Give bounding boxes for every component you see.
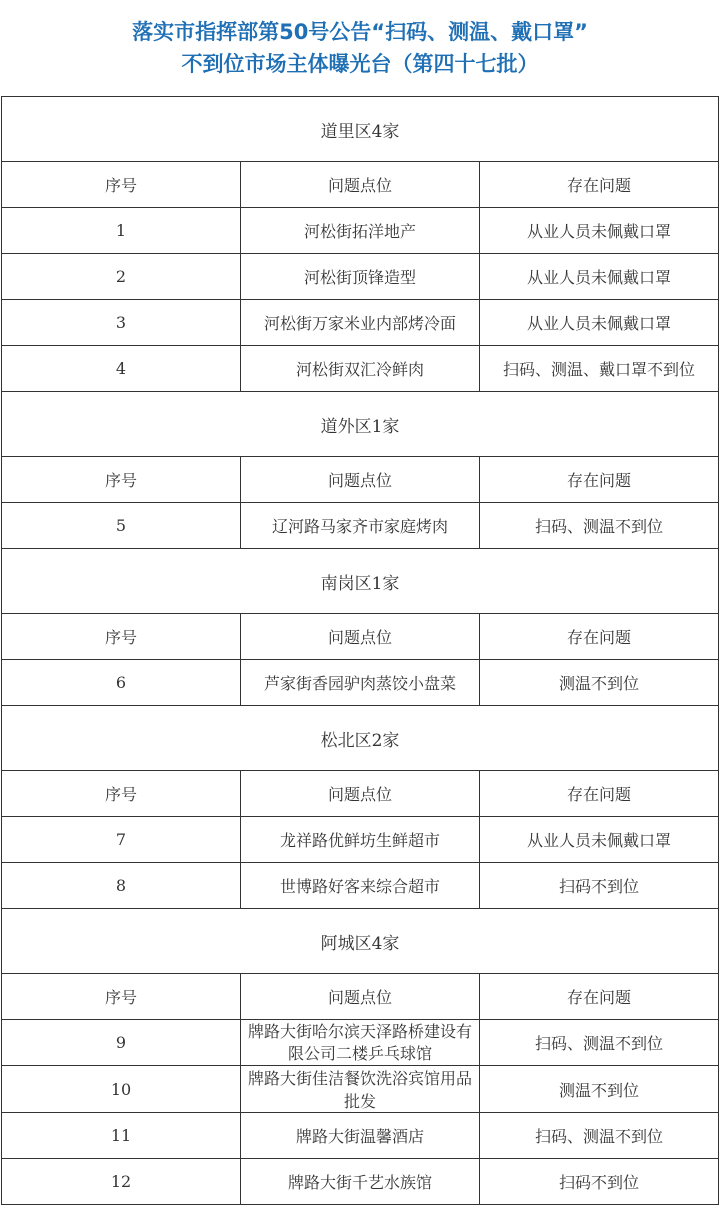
district-header-row [2,97,719,162]
cell-issue: 从业人员未佩戴口罩 [480,254,719,300]
cell-location: 世博路好客来综合超市 [241,863,480,909]
cell-issue: 扫码、测温不到位 [480,503,719,549]
district-title: 松北区2家 [2,706,719,771]
cell-num: 11 [2,1113,241,1159]
header-num: 序号 [2,771,241,817]
district-header-row [2,392,719,457]
title-line-2: 不到位市场主体曝光台（第四十七批） [181,52,539,76]
cell-location: 牌路大街温馨酒店 [241,1113,480,1159]
exposure-table [1,96,719,1205]
cell-location: 牌路大街千艺水族馆 [241,1159,480,1205]
table-row [2,503,719,549]
table-row [2,1020,719,1066]
table-row [2,300,719,346]
header-location: 问题点位 [241,614,480,660]
cell-issue: 测温不到位 [480,1066,719,1113]
header-location: 问题点位 [241,162,480,208]
cell-num: 10 [2,1066,241,1113]
cell-issue: 从业人员未佩戴口罩 [480,208,719,254]
cell-issue: 扫码不到位 [480,1159,719,1205]
cell-num: 8 [2,863,241,909]
table-row [2,1159,719,1205]
cell-num: 9 [2,1020,241,1066]
page-title [0,0,720,96]
cell-location: 河松街拓洋地产 [241,208,480,254]
cell-num: 6 [2,660,241,706]
cell-num: 3 [2,300,241,346]
cell-issue: 测温不到位 [480,660,719,706]
cell-location: 牌路大街佳洁餐饮洗浴宾馆用品批发 [241,1066,480,1113]
column-header-row [2,614,719,660]
header-num: 序号 [2,974,241,1020]
cell-num: 5 [2,503,241,549]
table-row [2,817,719,863]
header-issue: 存在问题 [480,614,719,660]
header-location: 问题点位 [241,974,480,1020]
district-header-row [2,909,719,974]
cell-issue: 从业人员未佩戴口罩 [480,817,719,863]
cell-location: 河松街万家米业内部烤冷面 [241,300,480,346]
column-header-row [2,771,719,817]
header-issue: 存在问题 [480,771,719,817]
header-num: 序号 [2,162,241,208]
district-title: 阿城区4家 [2,909,719,974]
header-issue: 存在问题 [480,162,719,208]
district-title: 道外区1家 [2,392,719,457]
cell-location: 芦家街香园驴肉蒸饺小盘菜 [241,660,480,706]
header-num: 序号 [2,457,241,503]
cell-issue: 扫码、测温不到位 [480,1020,719,1066]
district-header-row [2,706,719,771]
cell-num: 2 [2,254,241,300]
cell-location: 河松街双汇冷鲜肉 [241,346,480,392]
header-location: 问题点位 [241,457,480,503]
table-row [2,208,719,254]
title-line-1: 落实市指挥部第50号公告“扫码、测温、戴口罩” [132,20,588,44]
cell-location: 牌路大街哈尔滨天泽路桥建设有限公司二楼乒乓球馆 [241,1020,480,1066]
cell-issue: 扫码不到位 [480,863,719,909]
cell-issue: 扫码、测温、戴口罩不到位 [480,346,719,392]
cell-num: 7 [2,817,241,863]
table-row [2,1113,719,1159]
header-issue: 存在问题 [480,457,719,503]
district-header-row [2,549,719,614]
header-num: 序号 [2,614,241,660]
cell-location: 河松街顶锋造型 [241,254,480,300]
district-title: 南岗区1家 [2,549,719,614]
header-issue: 存在问题 [480,974,719,1020]
table-row [2,863,719,909]
cell-num: 4 [2,346,241,392]
cell-issue: 扫码、测温不到位 [480,1113,719,1159]
cell-num: 1 [2,208,241,254]
table-row [2,1066,719,1113]
cell-location: 龙祥路优鲜坊生鲜超市 [241,817,480,863]
cell-num: 12 [2,1159,241,1205]
table-row [2,660,719,706]
cell-location: 辽河路马家齐市家庭烤肉 [241,503,480,549]
table-row [2,346,719,392]
table-row [2,254,719,300]
column-header-row [2,974,719,1020]
cell-issue: 从业人员未佩戴口罩 [480,300,719,346]
district-title: 道里区4家 [2,97,719,162]
header-location: 问题点位 [241,771,480,817]
column-header-row [2,162,719,208]
column-header-row [2,457,719,503]
